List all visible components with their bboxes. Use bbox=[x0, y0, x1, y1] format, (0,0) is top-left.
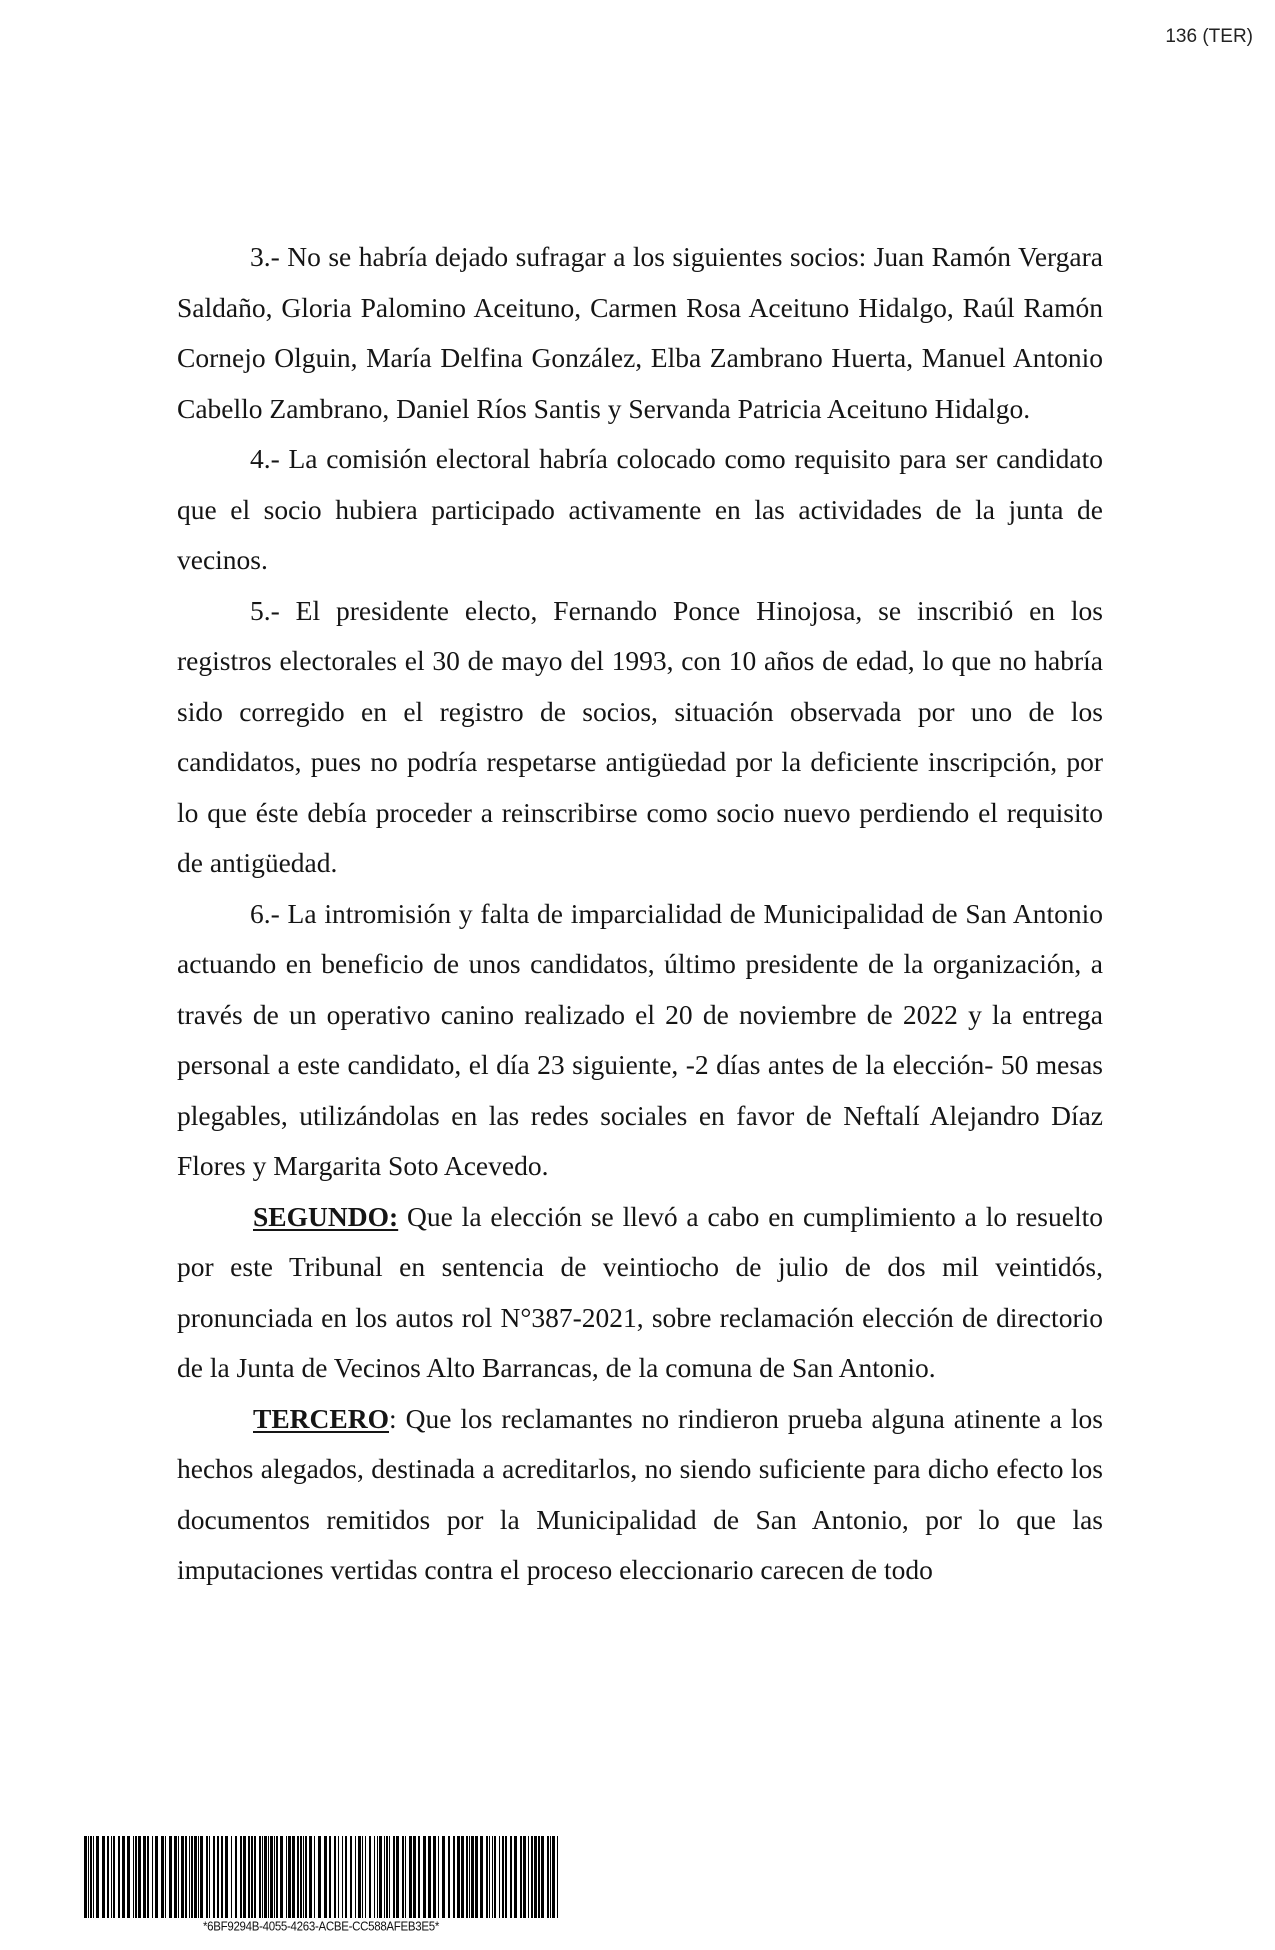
section-segundo bbox=[177, 1192, 1103, 1394]
tercero-heading: TERCERO bbox=[253, 1402, 389, 1434]
paragraph-4: 4.- La comisión electoral habría colocado como requisito para ser candidato que el socio hubiera participado activamente en las actividades de la junta de vecinos. bbox=[177, 443, 1103, 575]
paragraph-3: 3.- No se habría dejado sufragar a los siguientes socios: Juan Ramón Vergara Saldaño, Gloria Palomino Aceituno, Carmen Rosa Aceituno Hidalgo, Raúl Ramón Cornejo Olguin, María Delfina González, Elba Zambrano Huerta, Manuel Antonio Cabello Zambrano, Daniel Ríos Santis y Servanda Patricia Aceituno Hidalgo. bbox=[177, 241, 1103, 424]
tercero-text: Que los reclamantes no rindieron prueba alguna atinente a los hechos alegados, destinada a acreditarlos, no siendo suficiente para dicho efecto los documentos remitidos por la Municipalidad de San Antonio, por lo que las imputaciones vertidas contra el proceso eleccionario carecen de todo bbox=[177, 1402, 1103, 1585]
document-body bbox=[177, 232, 1103, 1596]
segundo-text: Que la elección se llevó a cabo en cumplimiento a lo resuelto por este Tribunal en sentencia de veintiocho de julio de dos mil veintidós, pronunciada en los autos rol N°387-2021, sobre reclamación elección de directorio de la Junta de Vecinos Alto Barrancas, de la comuna de San Antonio. bbox=[177, 1200, 1103, 1383]
barcode-block bbox=[84, 1836, 558, 1933]
paragraph-6: 6.- La intromisión y falta de imparcialidad de Municipalidad de San Antonio actuando en beneficio de unos candidatos, último presidente de la organización, a través de un operativo canino realizado el 20 de noviembre de 2022 y la entrega personal a este candidato, el día 23 siguiente, -2 días antes de la elección- 50 mesas plegables, utilizándolas en las redes sociales en favor de Neftalí Alejandro Díaz Flores y Margarita Soto Acevedo. bbox=[177, 897, 1103, 1181]
page-number: 136 (TER) bbox=[1165, 26, 1253, 47]
barcode-image bbox=[84, 1836, 558, 1918]
section-tercero bbox=[177, 1394, 1103, 1596]
segundo-separator: : bbox=[389, 1200, 399, 1232]
barcode-code: *6BF9294B-4055-4263-ACBE-CC588AFEB3E5* bbox=[203, 1920, 439, 1934]
segundo-heading: SEGUNDO bbox=[253, 1200, 389, 1232]
tercero-separator: : bbox=[389, 1402, 397, 1434]
paragraph-5: 5.- El presidente electo, Fernando Ponce Hinojosa, se inscribió en los registros electorales el 30 de mayo del 1993, con 10 años de edad, lo que no habría sido corregido en el registro de socios, situación observada por uno de los candidatos, pues no podría respetarse antigüedad por la deficiente inscripción, por lo que éste debía proceder a reinscribirse como socio nuevo perdiendo el requisito de antigüedad. bbox=[177, 594, 1103, 878]
